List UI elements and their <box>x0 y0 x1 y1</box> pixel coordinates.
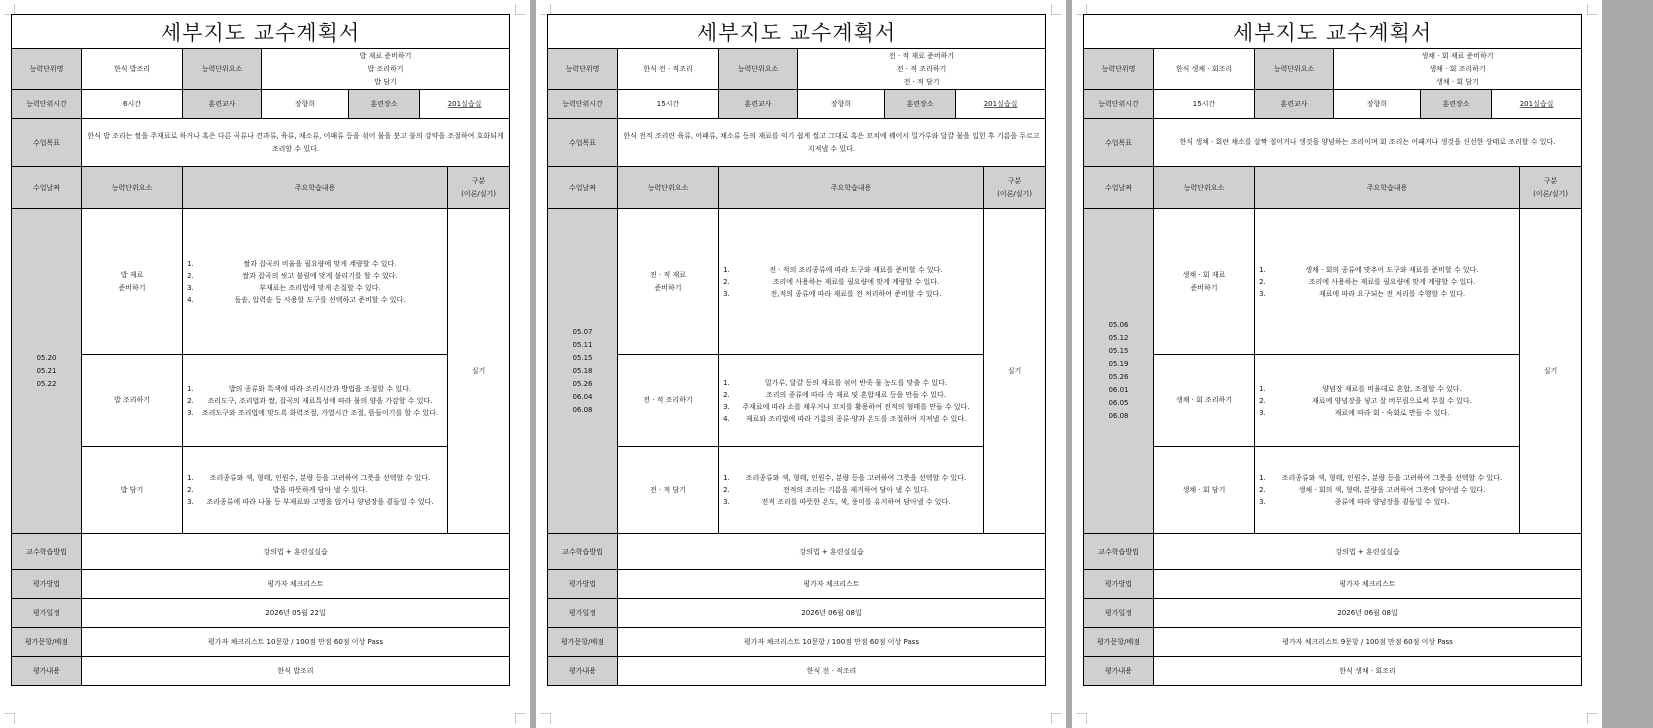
category-header: 구분 (이론/실기) <box>1520 167 1582 209</box>
content-cell <box>183 209 448 355</box>
eval-content-label: 평가내용 <box>548 657 618 686</box>
learning-item: 4. 돌솥, 압력솥 등 사용할 도구를 선택하고 준비할 수 있다. <box>196 294 444 306</box>
date-header: 수업날짜 <box>1084 167 1154 209</box>
unit-hours-label: 능력단위시간 <box>548 90 618 119</box>
content-cell <box>1255 355 1520 447</box>
learning-item: 1. 쌀과 잡곡의 비율을 필요량에 맞게 계량할 수 있다. <box>196 258 444 270</box>
learning-item: 3. 종류에 따라 양념장을 곁들일 수 있다. <box>1268 496 1516 508</box>
lesson-date: 06.08 <box>572 405 593 414</box>
learning-items-list <box>722 264 980 300</box>
instructor-label: 훈련교사 <box>1255 90 1334 119</box>
eval-content-label: 평가내용 <box>1084 657 1154 686</box>
element-name: 밥 조리하기 <box>113 396 151 404</box>
lesson-dates <box>12 209 82 534</box>
instructor-value: 장향희 <box>798 90 885 119</box>
element-cell <box>618 209 719 355</box>
learning-item: 3. 재료에 따라 회 · 숙회로 만들 수 있다. <box>1268 407 1516 419</box>
page-corner-mark <box>1587 4 1598 15</box>
method-value: 강의법 + 훈련실실습 <box>82 534 510 570</box>
goal-label: 수업목표 <box>1084 119 1154 167</box>
eval-method-label: 평가방법 <box>548 570 618 599</box>
lesson-date: 05.12 <box>1108 334 1129 342</box>
goal-label: 수업목표 <box>12 119 82 167</box>
learning-item: 2. 밥을 따뜻하게 담아 낼 수 있다. <box>196 484 444 496</box>
learning-items-list <box>722 472 980 508</box>
goal-label: 수업목표 <box>548 119 618 167</box>
learning-item: 2. 조리에 사용하는 재료를 필요량에 맞게 계량할 수 있다. <box>1268 276 1516 288</box>
unit-name-label: 능력단위명 <box>12 49 82 90</box>
learning-item: 2. 생채 · 회의 색, 형태, 분량을 고려하여 그릇에 담아낼 수 있다. <box>1268 484 1516 496</box>
lesson-date: 05.15 <box>572 353 593 362</box>
learning-item: 2. 쌀과 잡곡의 씻고 불림에 맞게 불리기를 할 수 있다. <box>196 270 444 282</box>
unit-elements-label: 능력단위요소 <box>719 49 798 90</box>
date-header: 수업날짜 <box>12 167 82 209</box>
content-header: 주요학습내용 <box>719 167 984 209</box>
content-cell <box>183 447 448 534</box>
method-label: 교수학습방법 <box>12 534 82 570</box>
lesson-date: 05.07 <box>572 327 593 336</box>
learning-item: 3. 주재료에 따라 소를 채우거나 꼬치를 활용하여 전적의 형태를 만들 수 있다. <box>732 401 980 413</box>
page-corner-mark <box>4 713 15 724</box>
document-title: 세부지도 교수계획서 <box>12 15 510 49</box>
eval-date-value: 2026년 06월 08일 <box>1154 599 1582 628</box>
page-corner-mark <box>1051 713 1062 724</box>
content-cell <box>1255 209 1520 355</box>
learning-item: 3. 전적 조리를 따뜻한 온도, 색, 풍미를 유지하여 담아낼 수 있다. <box>732 496 980 508</box>
lesson-date: 05.15 <box>1108 347 1129 355</box>
lesson-date: 06.01 <box>1108 386 1129 394</box>
content-cell <box>183 355 448 447</box>
content-cell <box>719 447 984 534</box>
learning-item: 2. 조리도구, 조리법과 쌀, 잡곡의 재료특성에 따라 물의 양을 가감할 수 있다. <box>196 395 444 407</box>
learning-item: 2. 조리에 사용하는 재료를 필요량에 맞게 계량할 수 있다. <box>732 276 980 288</box>
goal-value: 한식 전적 조리란 육류, 어패류, 채소류 등의 재료를 익기 쉽게 썰고 그대로 혹은 꼬치에 꿰어서 밀가루와 달걀 물을 입힌 후 기름을 두르고 지져낼 수 있다. <box>618 119 1046 167</box>
element-name: 밥 담기 <box>120 485 144 494</box>
learning-item: 2. 조리의 종류에 따라 속 재료 및 혼합재료 등을 만들 수 있다. <box>732 389 980 401</box>
element-cell <box>1154 447 1255 534</box>
eval-criteria-value: 평가자 체크리스트 9문항 / 100점 만점 60점 이상 Pass <box>1154 628 1582 657</box>
place-value: 201실습실 <box>1492 90 1582 119</box>
element-name: 생채 · 회 담기 <box>1182 485 1226 494</box>
content-header: 주요학습내용 <box>1255 167 1520 209</box>
content-cell <box>719 355 984 447</box>
lesson-date: 05.22 <box>36 379 57 388</box>
learning-item: 3. 조리종류에 따라 나물 등 부재료와 고명을 얹거나 양념장을 곁들일 수 있다. <box>196 496 444 508</box>
method-value: 강의법 + 훈련실실습 <box>618 534 1046 570</box>
eval-criteria-label: 평가문항/배점 <box>12 628 82 657</box>
element-header: 능력단위요소 <box>82 167 183 209</box>
element-name: 생채 · 회 조리하기 <box>1175 396 1233 404</box>
unit-elements-value: 밥 재료 준비하기 밥 조리하기 밥 담기 <box>262 49 510 90</box>
element-cell <box>1154 209 1255 355</box>
element-cell <box>82 355 183 447</box>
unit-elements-label: 능력단위요소 <box>1255 49 1334 90</box>
content-header: 주요학습내용 <box>183 167 448 209</box>
learning-item: 1. 조리종류와 색, 형태, 인원수, 분량 등을 고려하여 그릇을 선택할 수 있다. <box>1268 472 1516 484</box>
lesson-dates <box>1084 209 1154 534</box>
unit-elements-value: 생채 · 회 재료 준비하기 생채 · 회 조리하기 생채 · 회 담기 <box>1334 49 1582 90</box>
eval-content-value: 한식 밥조리 <box>82 657 510 686</box>
learning-item: 3. 조리도구와 조리법에 맞도록 화력조절, 가열시간 조절, 뜸들이기를 할 수 있다. <box>196 407 444 419</box>
goal-value: 한식 생채 · 회란 채소를 살짝 절이거나 생것을 양념하는 조리이며 회 조리는 어패거나 생것을 신선한 상태로 조리할 수 있다. <box>1154 119 1582 167</box>
unit-hours-label: 능력단위시간 <box>12 90 82 119</box>
unit-hours-value: 6시간 <box>82 90 183 119</box>
page-corner-mark <box>1587 713 1598 724</box>
unit-name-value: 한식 밥조리 <box>82 49 183 90</box>
element-header: 능력단위요소 <box>618 167 719 209</box>
category-header: 구분 (이론/실기) <box>984 167 1046 209</box>
page-corner-mark <box>515 4 526 15</box>
learning-item: 1. 조리종류와 색, 형태, 인원수, 분량 등을 고려하여 그릇을 선택할 수 있다. <box>196 472 444 484</box>
element-header: 능력단위요소 <box>1154 167 1255 209</box>
learning-item: 1. 양념장 재료를 비율대로 혼합, 조절할 수 있다. <box>1268 383 1516 395</box>
element-name: 준비하기 <box>654 283 682 292</box>
learning-item: 1. 밀가루, 달걀 등의 재료를 섞어 반죽 물 농도를 맞출 수 있다. <box>732 377 980 389</box>
learning-item: 1. 밥의 종류와 특색에 따라 조리시간과 방법을 조절할 수 있다. <box>196 383 444 395</box>
unit-elements-label: 능력단위요소 <box>183 49 262 90</box>
content-cell <box>1255 447 1520 534</box>
eval-method-label: 평가방법 <box>1084 570 1154 599</box>
lesson-dates <box>548 209 618 534</box>
page-corner-mark <box>1051 4 1062 15</box>
eval-date-label: 평가일정 <box>548 599 618 628</box>
lesson-date: 06.05 <box>1108 399 1129 407</box>
eval-content-value: 한식 생채 · 회조리 <box>1154 657 1582 686</box>
content-cell <box>719 209 984 355</box>
element-name: 준비하기 <box>1190 283 1218 292</box>
element-cell <box>618 355 719 447</box>
category-header: 구분 (이론/실기) <box>448 167 510 209</box>
learning-item: 3. 재료에 따라 요구되는 전 처리를 수행할 수 있다. <box>1268 288 1516 300</box>
element-cell <box>1154 355 1255 447</box>
place-label: 훈련장소 <box>1421 90 1492 119</box>
category-value: 실기 <box>984 209 1046 534</box>
page-corner-mark <box>540 713 551 724</box>
category-value: 실기 <box>1520 209 1582 534</box>
category-value: 실기 <box>448 209 510 534</box>
document-title: 세부지도 교수계획서 <box>1084 15 1582 49</box>
lesson-date: 05.20 <box>36 353 57 362</box>
learning-items-list <box>186 258 444 306</box>
unit-hours-value: 15시간 <box>618 90 719 119</box>
document-page-2 <box>536 0 1066 728</box>
unit-elements-value: 전 · 적 재료 준비하기 전 · 적 조리하기 전 · 적 담기 <box>798 49 1046 90</box>
eval-method-label: 평가방법 <box>12 570 82 599</box>
lesson-date: 06.08 <box>1108 412 1129 420</box>
method-label: 교수학습방법 <box>1084 534 1154 570</box>
unit-hours-label: 능력단위시간 <box>1084 90 1154 119</box>
eval-date-value: 2026년 06월 08일 <box>618 599 1046 628</box>
learning-items-list <box>722 377 980 425</box>
document-page-3 <box>1072 0 1602 728</box>
element-cell <box>82 209 183 355</box>
lesson-date: 05.06 <box>1108 321 1129 329</box>
lesson-plan-table <box>11 14 510 686</box>
document-title: 세부지도 교수계획서 <box>548 15 1046 49</box>
date-header: 수업날짜 <box>548 167 618 209</box>
learning-item: 2. 전적의 조리는 기름을 제거하여 담아 낼 수 있다. <box>732 484 980 496</box>
place-label: 훈련장소 <box>885 90 956 119</box>
eval-criteria-label: 평가문항/배점 <box>1084 628 1154 657</box>
unit-name-value: 한식 전 · 적조리 <box>618 49 719 90</box>
learning-item: 3. 부재료는 조리법에 맞게 손질할 수 있다. <box>196 282 444 294</box>
eval-method-value: 평가자 체크리스트 <box>1154 570 1582 599</box>
element-name: 전 · 적 담기 <box>650 485 686 494</box>
document-page-1 <box>0 0 530 728</box>
eval-criteria-value: 평가자 체크리스트 10문항 / 100점 만점 60점 이상 Pass <box>82 628 510 657</box>
element-cell <box>618 447 719 534</box>
method-value: 강의법 + 훈련실실습 <box>1154 534 1582 570</box>
lesson-date: 05.18 <box>572 366 593 375</box>
eval-criteria-label: 평가문항/배점 <box>548 628 618 657</box>
learning-items-list <box>186 383 444 419</box>
lesson-date: 05.26 <box>572 379 593 388</box>
eval-method-value: 평가자 체크리스트 <box>82 570 510 599</box>
element-name: 생채 · 회 재료 <box>1182 270 1226 279</box>
unit-name-value: 한식 생채 · 회조리 <box>1154 49 1255 90</box>
eval-content-label: 평가내용 <box>12 657 82 686</box>
learning-item: 1. 전 · 적의 조리종류에 따라 도구와 재료를 준비할 수 있다. <box>732 264 980 276</box>
instructor-label: 훈련교사 <box>719 90 798 119</box>
place-value: 201실습실 <box>956 90 1046 119</box>
element-name: 전 · 적 조리하기 <box>643 396 693 404</box>
lesson-date: 06.04 <box>572 392 593 401</box>
learning-item: 1. 생채 · 회의 종류에 맞추어 도구와 재료를 준비할 수 있다. <box>1268 264 1516 276</box>
method-label: 교수학습방법 <box>548 534 618 570</box>
learning-items-list <box>186 472 444 508</box>
lesson-plan-table <box>547 14 1046 686</box>
page-corner-mark <box>515 713 526 724</box>
instructor-value: 장향희 <box>262 90 349 119</box>
page-corner-mark <box>1076 713 1087 724</box>
learning-items-list <box>1258 472 1516 508</box>
eval-method-value: 평가자 체크리스트 <box>618 570 1046 599</box>
place-label: 훈련장소 <box>349 90 420 119</box>
unit-hours-value: 15시간 <box>1154 90 1255 119</box>
unit-name-label: 능력단위명 <box>548 49 618 90</box>
lesson-date: 05.19 <box>1108 360 1129 368</box>
lesson-date: 05.11 <box>572 340 593 349</box>
lesson-plan-table <box>1083 14 1582 686</box>
eval-date-label: 평가일정 <box>12 599 82 628</box>
learning-item: 2. 재료에 양념장을 넣고 잘 버무림으로써 무칠 수 있다. <box>1268 395 1516 407</box>
eval-date-label: 평가일정 <box>1084 599 1154 628</box>
lesson-date: 05.26 <box>1108 373 1129 381</box>
eval-date-value: 2026년 05월 22일 <box>82 599 510 628</box>
place-value: 201실습실 <box>420 90 510 119</box>
unit-name-label: 능력단위명 <box>1084 49 1154 90</box>
lesson-date: 05.21 <box>36 366 57 375</box>
instructor-value: 장향희 <box>1334 90 1421 119</box>
instructor-label: 훈련교사 <box>183 90 262 119</box>
learning-items-list <box>1258 383 1516 419</box>
learning-items-list <box>1258 264 1516 300</box>
element-name: 밥 재료 <box>120 270 144 279</box>
eval-content-value: 한식 전 · 적조리 <box>618 657 1046 686</box>
learning-item: 1. 조리종류와 색, 형태, 인원수, 분량 등을 고려하여 그릇을 선택할 수 있다. <box>732 472 980 484</box>
element-cell <box>82 447 183 534</box>
element-name: 전 · 적 재료 <box>650 270 686 279</box>
learning-item: 4. 재료와 조리법에 따라 기름의 종류·양과 온도를 조절하여 지져낼 수 있다. <box>732 413 980 425</box>
eval-criteria-value: 평가자 체크리스트 10문항 / 100점 만점 60점 이상 Pass <box>618 628 1046 657</box>
element-name: 준비하기 <box>118 283 146 292</box>
learning-item: 3. 전,적의 종류에 따라 재료를 전 처리하여 준비할 수 있다. <box>732 288 980 300</box>
goal-value: 한식 밥 조리는 쌀을 주재료로 하거나 혹은 다른 곡류나 견과류, 육류, 채소류, 어패류 등을 섞어 물을 붓고 불의 강약을 조절하여 호화되게 조리할 수 있다. <box>82 119 510 167</box>
